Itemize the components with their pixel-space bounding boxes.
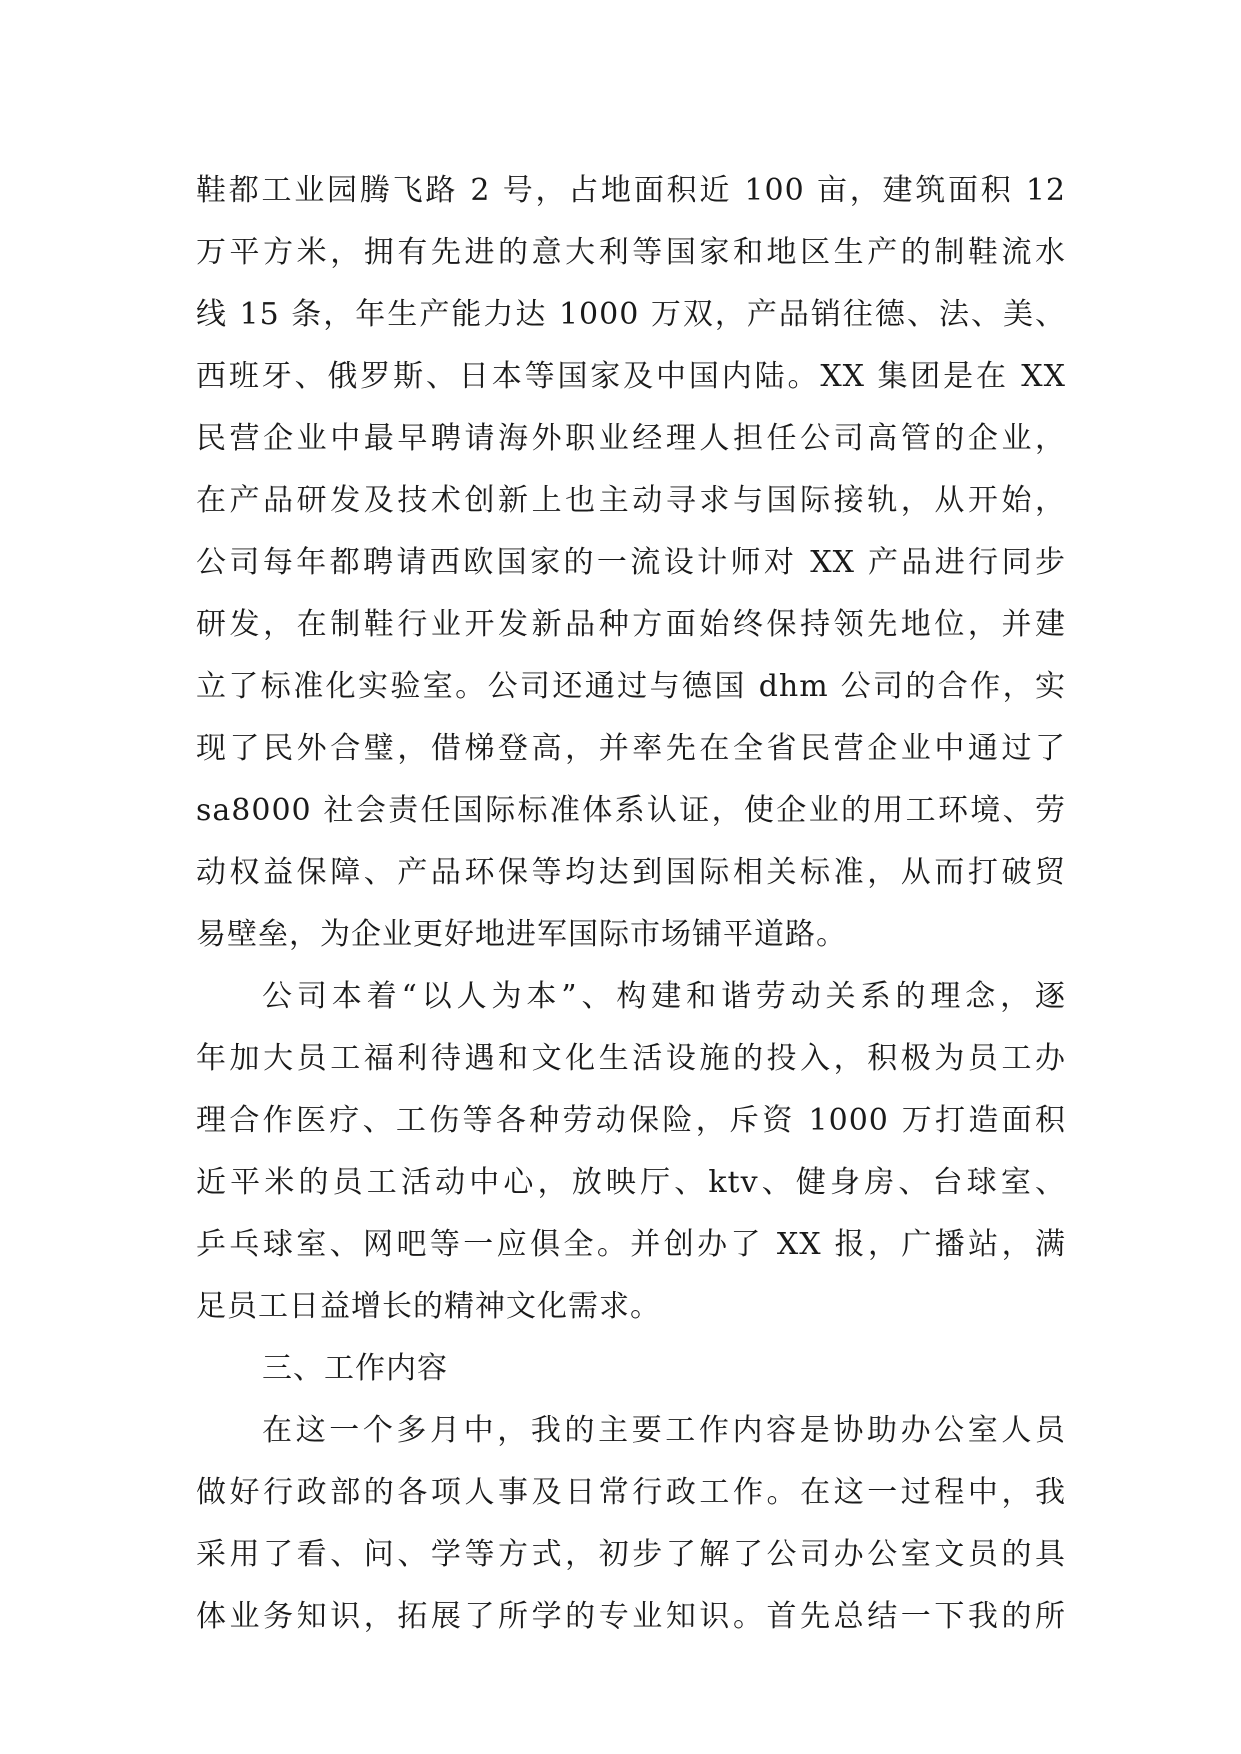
- text-line: 西班牙、俄罗斯、日本等国家及中国内陆。XX 集团是在 XX: [196, 359, 1066, 394]
- text-line: 采用了看、问、学等方式，初步了解了公司办公室文员的具: [196, 1537, 1066, 1572]
- text-line: 乒乓球室、网吧等一应俱全。并创办了 XX 报，广播站，满: [196, 1227, 1066, 1262]
- text-line: 公司本着“以人为本”、构建和谐劳动关系的理念，逐: [262, 979, 1066, 1014]
- body-text: [196, 160, 1066, 1648]
- text-line: 鞋都工业园腾飞路 2 号，占地面积近 100 亩，建筑面积 12: [196, 173, 1066, 208]
- text-line: 近平米的员工活动中心，放映厅、ktv、健身房、台球室、: [196, 1165, 1066, 1200]
- text-line: sa8000 社会责任国际标准体系认证，使企业的用工环境、劳: [196, 793, 1066, 828]
- text-line: 公司每年都聘请西欧国家的一流设计师对 XX 产品进行同步: [196, 545, 1066, 580]
- text-line: 万平方米，拥有先进的意大利等国家和地区生产的制鞋流水: [196, 235, 1066, 270]
- text-line: 现了民外合璧，借梯登高，并率先在全省民营企业中通过了: [196, 731, 1066, 766]
- text-line: 体业务知识，拓展了所学的专业知识。首先总结一下我的所: [196, 1599, 1066, 1634]
- text-line: 年加大员工福利待遇和文化生活设施的投入，积极为员工办: [196, 1041, 1066, 1076]
- text-line: 民营企业中最早聘请海外职业经理人担任公司高管的企业，: [196, 421, 1066, 456]
- text-line: 足员工日益增长的精神文化需求。: [196, 1289, 661, 1324]
- text-line: 在这一个多月中，我的主要工作内容是协助办公室人员: [262, 1413, 1066, 1448]
- text-line: 易壁垒，为企业更好地进军国际市场铺平道路。: [196, 917, 847, 952]
- text-line: 在产品研发及技术创新上也主动寻求与国际接轨，从开始，: [196, 483, 1066, 518]
- text-line: 线 15 条，年生产能力达 1000 万双，产品销往德、法、美、: [196, 297, 1066, 332]
- text-line: 理合作医疗、工伤等各种劳动保险，斥资 1000 万打造面积: [196, 1103, 1066, 1138]
- text-line: 做好行政部的各项人事及日常行政工作。在这一过程中，我: [196, 1475, 1066, 1510]
- text-line: 三、工作内容: [262, 1351, 448, 1386]
- text-line: 研发，在制鞋行业开发新品种方面始终保持领先地位，并建: [196, 607, 1066, 642]
- text-line: 立了标准化实验室。公司还通过与德国 dhm 公司的合作，实: [196, 669, 1066, 704]
- text-line: 动权益保障、产品环保等均达到国际相关标准，从而打破贸: [196, 855, 1066, 890]
